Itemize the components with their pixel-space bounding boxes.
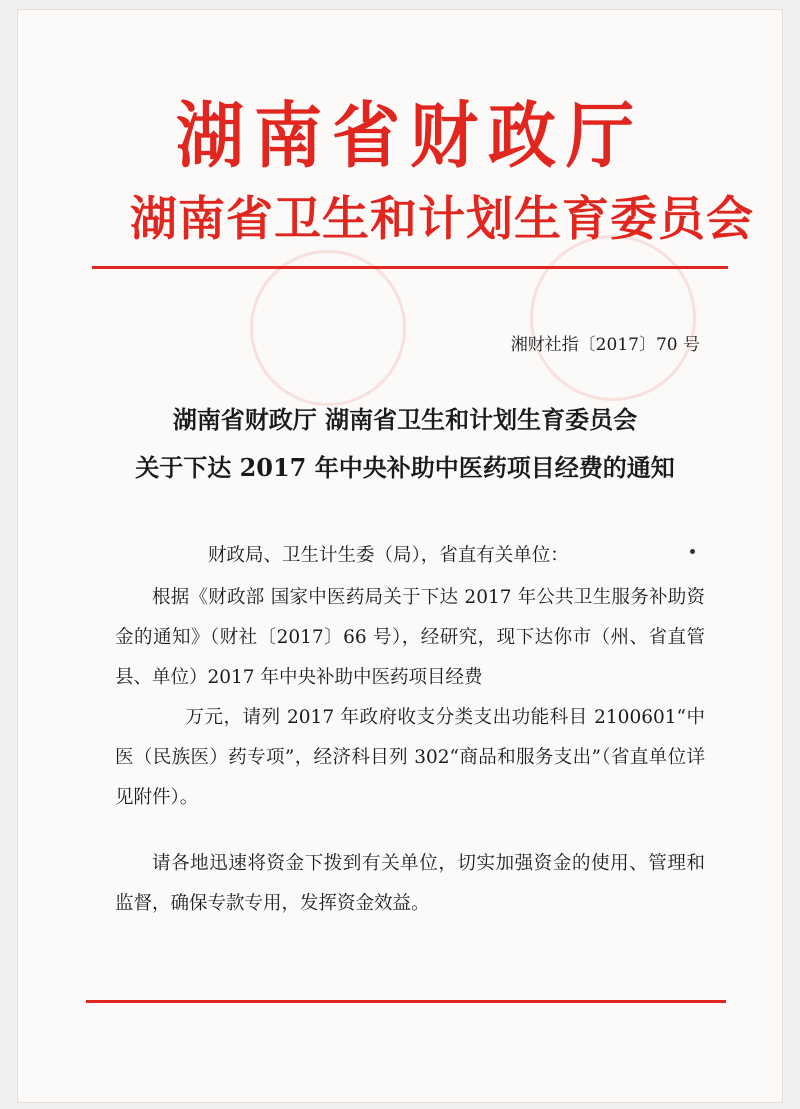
header-red-rule <box>92 266 728 269</box>
stray-mark <box>690 549 695 554</box>
footer-red-rule <box>86 1000 726 1003</box>
paragraph-1-part1: 根据《财政部 国家中医药局关于下达 2017 年公共卫生服务补助资金的通知》（财社〔2017〕66 号），经研究，现下达你市（州、省直管县、单位）2017 年中央补助中医药项目经费 <box>115 587 705 688</box>
paragraph-2: 请各地迅速将资金下拨到有关单位，切实加强资金的使用、管理和监督，确保专款专用，发挥资金效益。 <box>115 853 705 914</box>
bleed-seal-right <box>530 235 696 401</box>
salutation: 财政局、卫生计生委（局），省直有关单位： <box>208 545 569 566</box>
notice-title-line1: 湖南省财政厅 湖南省卫生和计划生育委员会 <box>172 405 638 434</box>
document-number: 湘财社指〔2017〕70 号 <box>510 335 700 355</box>
letterhead-org2: 湖南省卫生和计划生育委员会 <box>130 192 754 247</box>
letterhead-org1: 湖南省财政厅 <box>175 95 644 179</box>
bleed-seal-left <box>250 250 406 406</box>
paragraph-1-part2: 万元，请列 2017 年政府收支分类支出功能科目 2100601“中医（民族医）药专项”，经济科目列 302“商品和服务支出”（省直单位详见附件）。 <box>115 707 705 808</box>
notice-title-line2: 关于下达 2017 年中央补助中医药项目经费的通知 <box>135 453 675 482</box>
paragraph-1 <box>115 578 705 818</box>
